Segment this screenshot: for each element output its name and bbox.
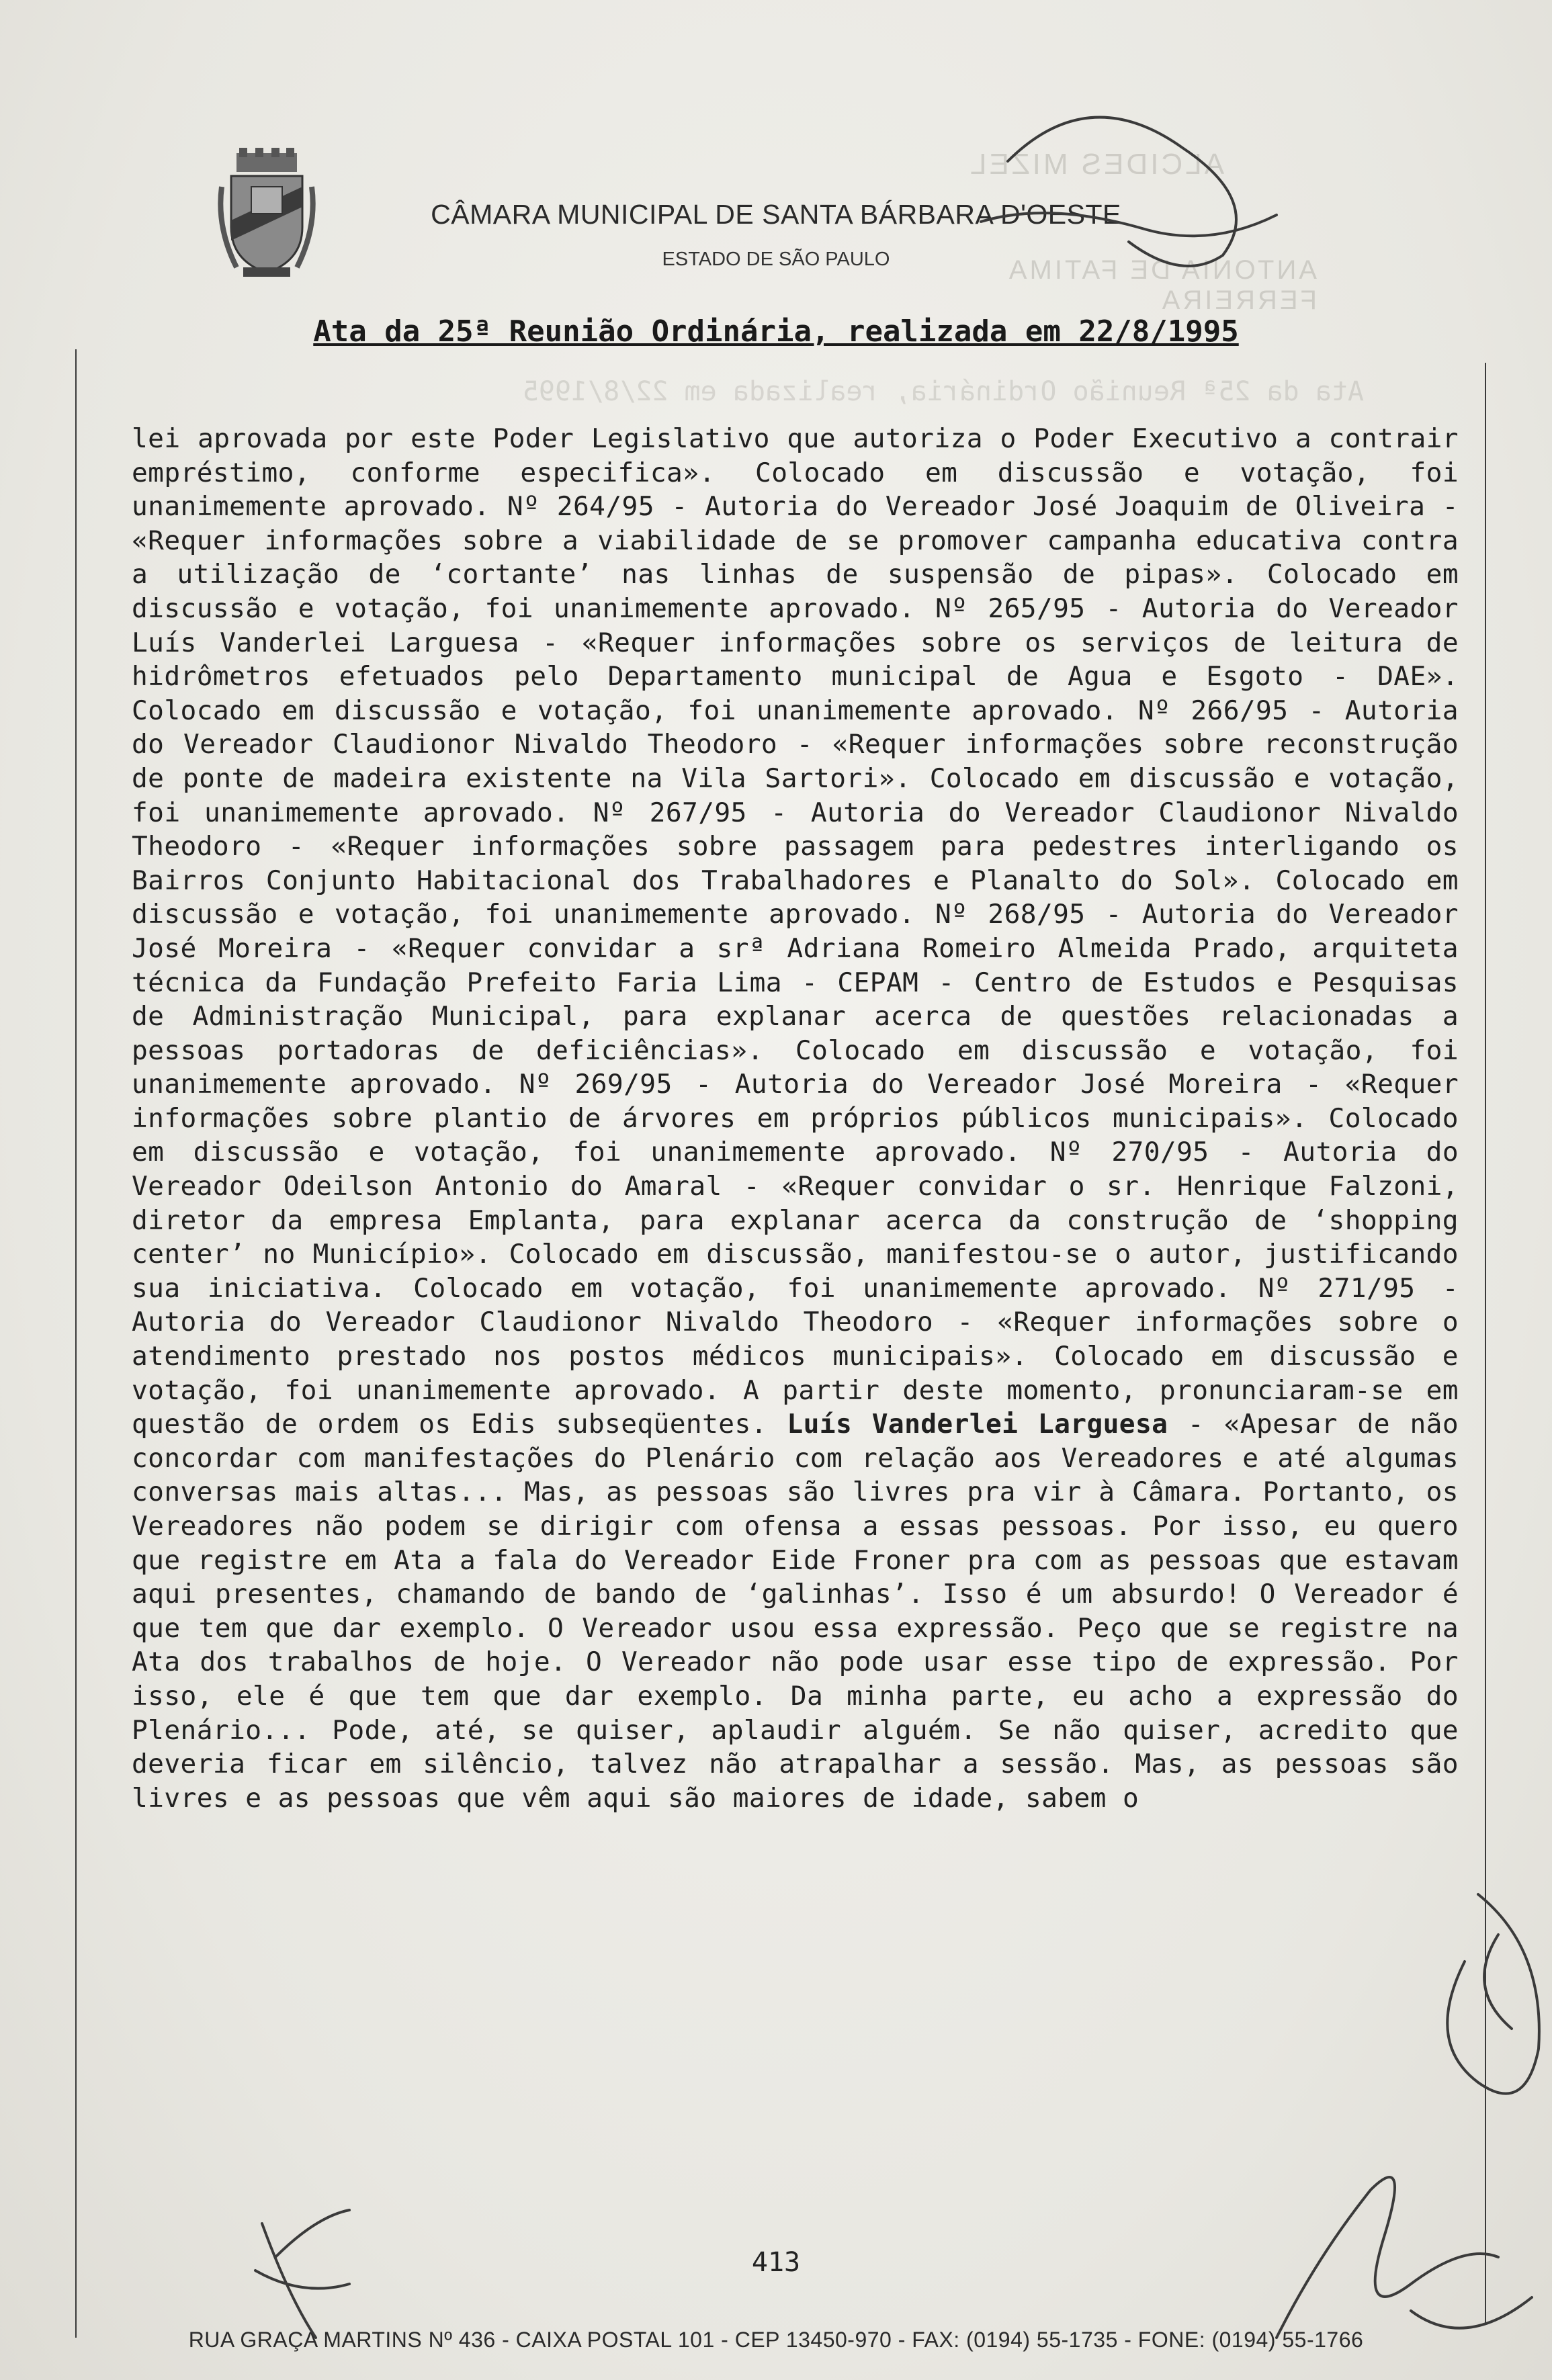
institution-name: CÂMARA MUNICIPAL DE SANTA BÁRBARA D'OESTE	[431, 199, 1121, 230]
bleed-through-text: Ata da 25ª Reunião Ordinária, realizada em 22/8/1995	[522, 376, 1364, 407]
speaker-name: Luís Vanderlei Larguesa	[787, 1409, 1168, 1440]
page-number: 413	[751, 2247, 801, 2278]
stamp-line-2: ANTONIA DE FATIMA FERREIRA	[1008, 255, 1317, 315]
footer-address: RUA GRAÇA MARTINS Nº 436 - CAIXA POSTAL 101 - CEP 13450-970 - FAX: (0194) 55-1735 - FONE: (0194) 55-1766	[188, 2328, 1364, 2352]
minutes-body	[132, 422, 1459, 1815]
state-name: ESTADO DE SÃO PAULO	[662, 249, 890, 270]
faded-stamp	[941, 141, 1317, 315]
minutes-text-part2: - «Apesar de não concordar com manifestações do Plenário com relação aos Vereadores e até algumas conversas mais altas... Mas, as pessoas são livres pra vir à Câmara. Portanto, os Vereadores não podem se dirigir com ofensa a essas pessoas. Por isso, eu quero que registre em Ata a fala do Vereador Eide Froner pra com as pessoas que estavam aqui presentes, chamando de bando de ‘galinhas’. Isso é um absurdo! O Vereador é que tem que dar exemplo. O Vereador usou essa expressão. Peço que se registre na Ata dos trabalhos de hoje. O Vereador não pode usar esse tipo de expressão. Por isso, ele é que tem que dar exemplo. Da minha parte, eu acho a expressão do Plenário... Pode, até, se quiser, aplaudir alguém. Se não quiser, acredito que deveria ficar em silêncio, talvez não atrapalhar a sessão. Mas, as pessoas são livres e as pessoas que vêm aqui são maiores de idade, sabem o	[132, 1409, 1459, 1814]
stamp-line-1: ALCIDES MIZEL	[967, 148, 1225, 181]
meeting-title: Ata da 25ª Reunião Ordinária, realizada em 22/8/1995	[313, 314, 1239, 349]
left-margin-rule	[75, 349, 77, 2338]
minutes-text-part1: lei aprovada por este Poder Legislativo que autoriza o Poder Executivo a contrair empréstimo, conforme especifica». Colocado em discussão e votação, foi unanimemente aprovado. Nº 264/95 - Autoria do Vereador José Joaquim de Oliveira - «Requer informações sobre a viabilidade de se promover campanha educativa contra a utilização de ‘cortante’ nas linhas de suspensão de pipas». Colocado em discussão e votação, foi unanimemente aprovado. Nº 265/95 - Autoria do Vereador Luís Vanderlei Larguesa - «Requer informações sobre os serviços de leitura de hidrômetros efetuados pelo Departamento municipal de Agua e Esgoto - DAE». Colocado em discussão e votação, foi unanimemente aprovado. Nº 266/95 - Autoria do Vereador Claudionor Nivaldo Theodoro - «Requer informações sobre reconstrução de ponte de madeira existente na Vila Sartori». Colocado em discussão e votação, foi unanimemente aprovado. Nº 267/95 - Autoria do Vereador Claudionor Nivaldo Theodoro - «Requer informações sobre passagem para pedestres interligando os Bairros Conjunto Habitacional dos Trabalhadores e Planalto do Sol». Colocado em discussão e votação, foi unanimemente aprovado. Nº 268/95 - Autoria do Vereador José Moreira - «Requer convidar a srª Adriana Romeiro Almeida Prado, arquiteta técnica da Fundação Prefeito Faria Lima - CEPAM - Centro de Estudos e Pesquisas de Administração Municipal, para explanar acerca de questões relacionadas a pessoas portadoras de deficiências». Colocado em discussão e votação, foi unanimemente aprovado. Nº 269/95 - Autoria do Vereador José Moreira - «Requer informações sobre plantio de árvores em próprios públicos municipais». Colocado em discussão e votação, foi unanimemente aprovado. Nº 270/95 - Autoria do Vereador Odeilson Antonio do Amaral - «Requer convidar o sr. Henrique Falzoni, diretor da empresa Emplanta, para explanar acerca da construção de ‘shopping center’ no Município». Colocado em discussão, manifestou-se o autor, justificando sua iniciativa. Colocado em votação, foi unanimemente aprovado. Nº 271/95 - Autoria do Vereador Claudionor Nivaldo Theodoro - «Requer informações sobre o atendimento prestado nos postos médicos municipais». Colocado em discussão e votação, foi unanimemente aprovado. A partir deste momento, pronunciaram-se em questão de ordem os Edis subseqüentes.	[132, 423, 1459, 1440]
right-margin-rule	[1485, 363, 1486, 2324]
